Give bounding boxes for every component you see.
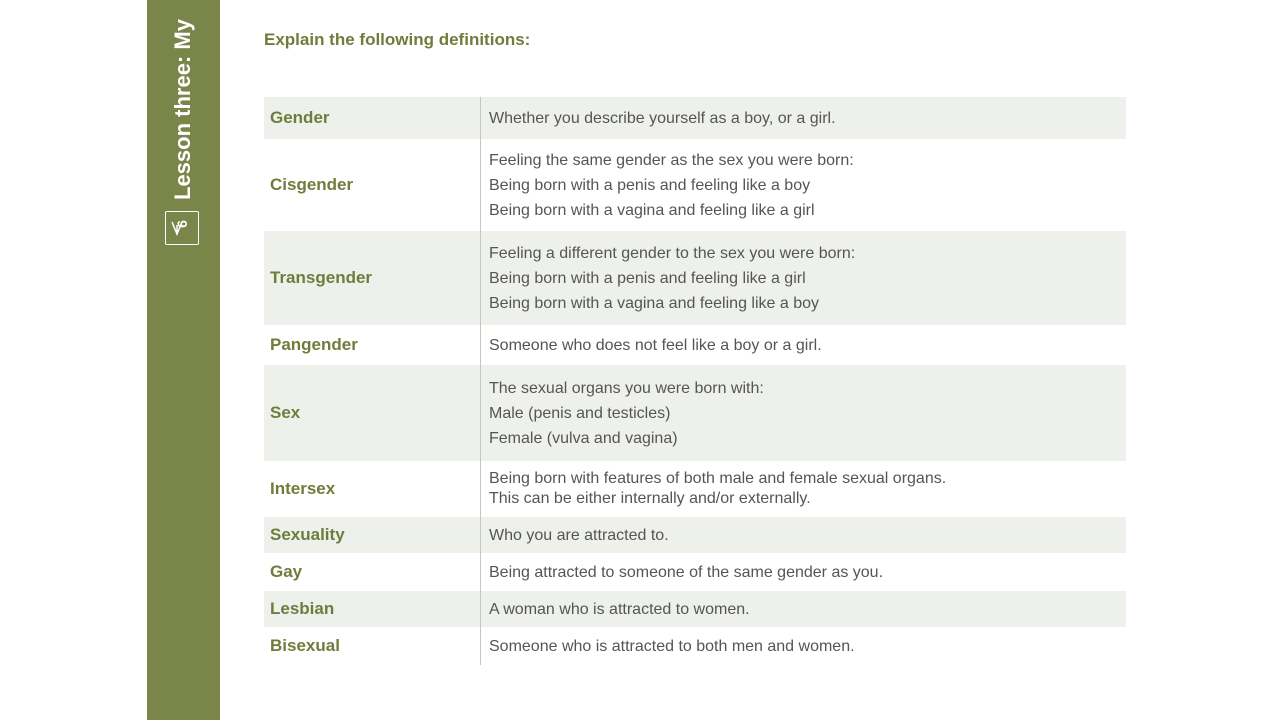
term-lesbian: Lesbian <box>264 591 481 627</box>
definition-lesbian: A woman who is attracted to women. <box>481 591 1127 627</box>
table-row <box>264 139 1126 231</box>
term-cisgender: Cisgender <box>264 139 481 231</box>
table-row <box>264 365 1126 461</box>
term-pangender: Pangender <box>264 325 481 365</box>
grade-number: 6 <box>173 220 190 228</box>
definition-bisexual: Someone who is attracted to both men and women. <box>489 637 855 655</box>
table-row <box>264 517 1126 553</box>
term-gay: Gay <box>264 553 481 591</box>
definition-gender: Whether you describe yourself as a boy, or a girl. <box>481 97 1127 139</box>
table-row <box>264 231 1126 325</box>
term-intersex: Intersex <box>264 461 481 517</box>
definition-transgender: Feeling a different gender to the sex you were born: Being born with a penis and feeling like a girl Being born with a vagina and feeling like a boy <box>481 231 1127 325</box>
table-row <box>264 325 1126 365</box>
term-bisexual: Bisexual <box>264 627 481 665</box>
lesson-title: Lesson three: My <box>170 19 195 200</box>
term-transgender: Transgender <box>264 231 481 325</box>
table-row <box>264 627 1126 665</box>
definition-pangender: Someone who does not feel like a boy or a girl. <box>489 336 822 354</box>
section-heading: Explain the following definitions: <box>264 30 531 49</box>
table-row <box>264 553 1126 591</box>
term-gender: Gender <box>264 97 481 139</box>
table-row <box>264 461 1126 517</box>
definition-sex: The sexual organs you were born with: Male (penis and testicles) Female (vulva and vagina) <box>481 365 1127 461</box>
definition-gay: Being attracted to someone of the same gender as you. <box>489 563 884 581</box>
definitions-table <box>264 97 1126 665</box>
grade-badge <box>165 211 199 245</box>
table-row <box>264 591 1126 627</box>
definition-intersex: Being born with features of both male and female sexual organs. This can be either internally and/or externally. <box>489 470 947 507</box>
definition-cisgender: Feeling the same gender as the sex you were born: Being born with a penis and feeling like a boy Being born with a vagina and feeling like a girl <box>489 151 854 219</box>
term-sexuality: Sexuality <box>264 517 481 553</box>
table-row <box>264 97 1126 139</box>
definition-sexuality: Who you are attracted to. <box>481 517 1127 553</box>
term-sex: Sex <box>264 365 481 461</box>
